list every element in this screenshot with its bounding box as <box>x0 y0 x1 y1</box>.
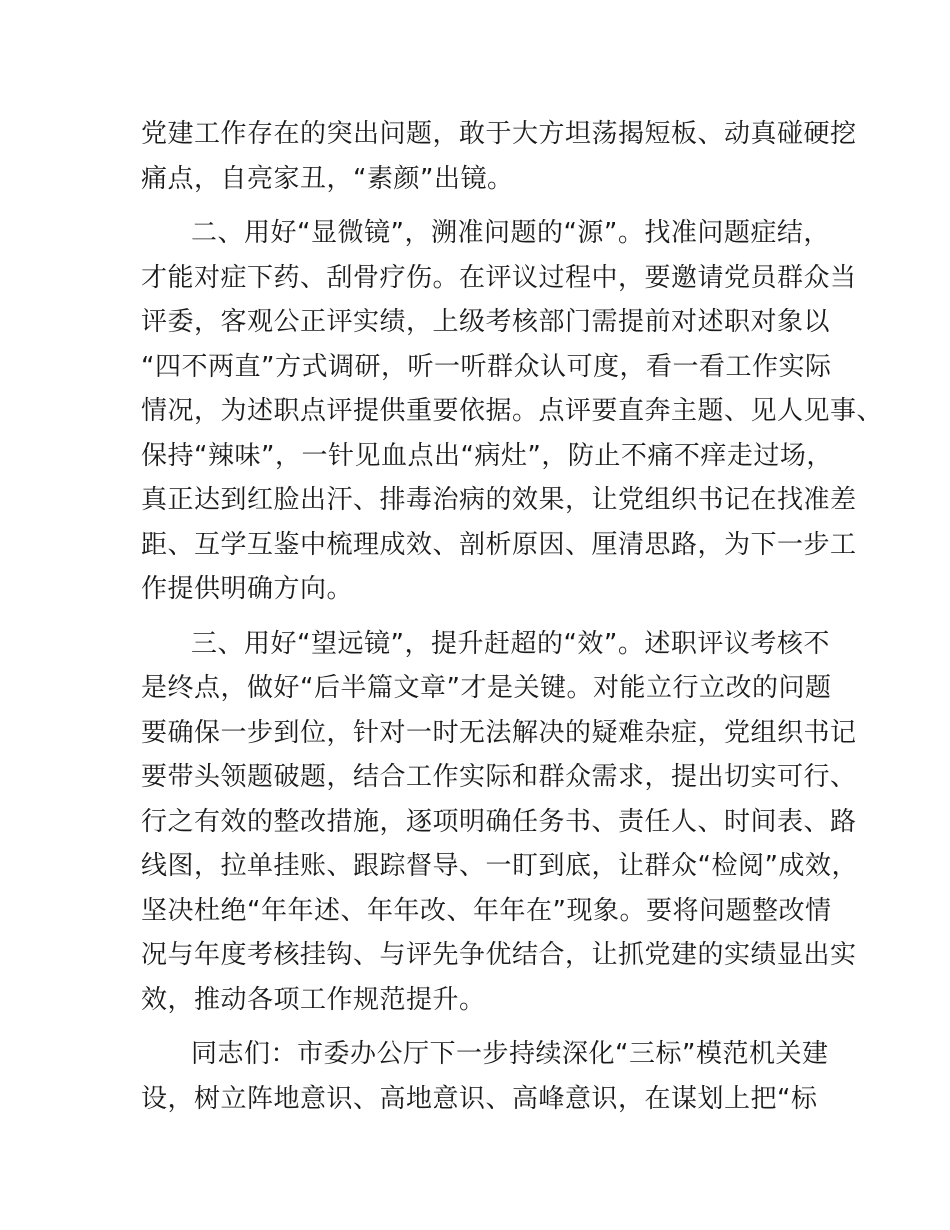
text-line: 作提供明确方向。 <box>141 574 354 604</box>
text-line: 线图，拉单挂账、跟踪督导、一盯到底，让群众“检阅”成效， <box>141 851 858 881</box>
text-line: 评委，客观公正评实绩，上级考核部门需提前对述职对象以 <box>141 307 831 337</box>
paragraph-telescope <box>141 622 858 1023</box>
text-line: 行之有效的整改措施，逐项明确任务书、责任人、时间表、路 <box>141 806 857 837</box>
text-line: 是终点，做好“后半篇文章”才是关键。对能立行立改的问题 <box>141 673 832 703</box>
text-line: 同志们：市委办公厅下一步持续深化“三标”模范机关建 <box>191 1039 829 1069</box>
text-line: 情况，为述职点评提供重要依据。点评要直奔主题、见人见事、 <box>141 396 884 426</box>
text-line: 才能对症下药、刮骨疗伤。在评议过程中，要邀请党员群众当 <box>141 262 857 293</box>
text-line: 党建工作存在的突出问题，敢于大方坦荡揭短板、动真碰硬挖 <box>141 119 857 149</box>
text-line: 痛点，自亮家丑，“素颜”出镜。 <box>141 163 514 194</box>
text-line: 距、互学互鉴中梳理成效、剖析原因、厘清思路，为下一步工 <box>141 529 857 560</box>
text-line: 设，树立阵地意识、高地意识、高峰意识，在谋划上把“标 <box>141 1083 818 1114</box>
paragraph-microscope <box>141 211 884 612</box>
paragraph-comrades <box>141 1032 831 1121</box>
paragraph-continuation <box>141 112 857 201</box>
text-line: “四不两直”方式调研，听一听群众认可度，看一看工作实际 <box>141 351 832 382</box>
body-text <box>141 112 884 1121</box>
text-line: 要确保一步到位，针对一时无法解决的疑难杂症，党组织书记 <box>141 717 857 748</box>
text-line: 二、用好“显微镜”，溯准问题的“源”。找准问题症结， <box>191 218 830 248</box>
text-line: 坚决杜绝“年年述、年年改、年年在”现象。要将问题整改情 <box>141 895 832 926</box>
text-line: 三、用好“望远镜”，提升赶超的“效”。述职评议考核不 <box>191 628 830 659</box>
text-line: 真正达到红脸出汗、排毒治病的效果，让党组织书记在找准差 <box>141 485 857 515</box>
text-line: 况与年度考核挂钩、与评先争优结合，让抓党建的实绩显出实 <box>141 940 857 970</box>
text-line: 要带头领题破题，结合工作实际和群众需求，提出切实可行、 <box>141 762 857 792</box>
text-line: 保持“辣味”，一针见血点出“病灶”，防止不痛不痒走过场， <box>141 440 833 471</box>
text-line: 效，推动各项工作规范提升。 <box>141 984 486 1015</box>
